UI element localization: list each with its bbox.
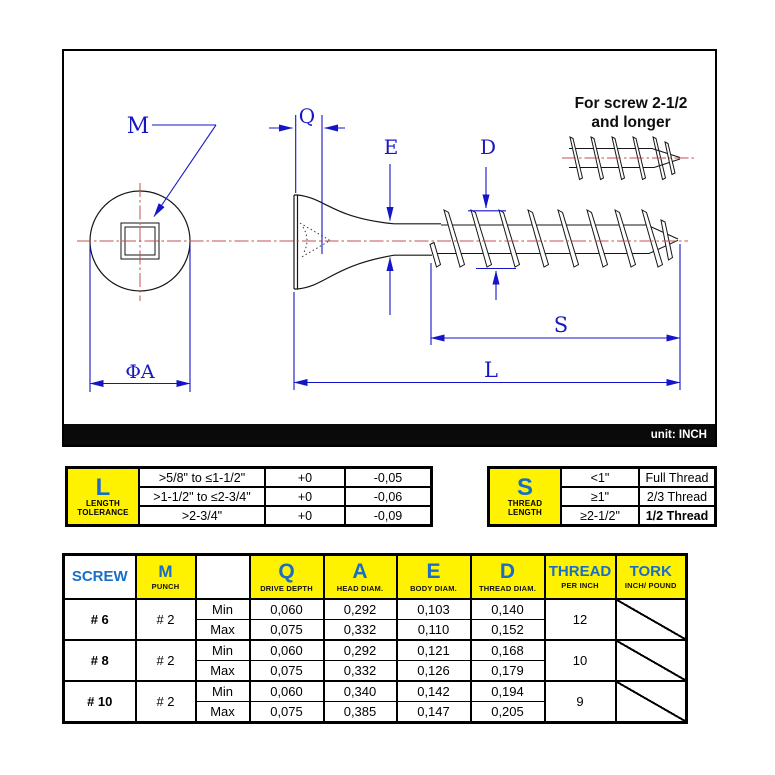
dim-label-l: L: [484, 358, 498, 382]
dim-label-s: S: [553, 313, 569, 337]
drive-depth-min: 0,060: [250, 640, 324, 661]
body-diam-max: 0,126: [397, 661, 471, 682]
header-sublabel: INCH/ POUND: [624, 580, 677, 590]
symbol-title-line1: THREAD: [507, 498, 543, 508]
note-line-1: For screw 2-1/2: [574, 95, 688, 112]
tork-cell: [616, 640, 687, 681]
plus-tolerance-cell: +0: [265, 468, 345, 488]
punch-cell: # 2: [136, 681, 196, 723]
thread-coverage-cell: 1/2 Thread: [639, 506, 716, 526]
dim-label-q: Q: [298, 104, 316, 128]
header-letter: THREAD: [548, 563, 612, 581]
screw-spec-table: [62, 553, 688, 724]
head-diam-max: 0,332: [324, 620, 397, 641]
tork-cell: [616, 681, 687, 723]
header-sublabel: HEAD DIAM.: [336, 584, 384, 594]
thread-per-inch-cell: 9: [545, 681, 616, 723]
table-row: [67, 468, 432, 488]
drive-depth-min: 0,060: [250, 599, 324, 620]
header-d-thread-diam: [471, 555, 545, 600]
table-row: [64, 599, 687, 620]
header-letter: A: [352, 559, 368, 583]
thread-coverage-cell: Full Thread: [639, 468, 716, 488]
header-letter: M: [158, 562, 173, 582]
body-diam-min: 0,103: [397, 599, 471, 620]
min-label: Min: [196, 599, 250, 620]
header-q-drive-depth: [250, 555, 324, 600]
body-diam-max: 0,147: [397, 702, 471, 723]
max-label: Max: [196, 620, 250, 641]
dim-label-m: M: [126, 114, 150, 139]
max-label: Max: [196, 702, 250, 723]
head-diam-max: 0,332: [324, 661, 397, 682]
plus-tolerance-cell: +0: [265, 506, 345, 526]
body-diam-min: 0,142: [397, 681, 471, 702]
head-diam-min: 0,292: [324, 640, 397, 661]
thread-diam-min: 0,168: [471, 640, 545, 661]
header-letter: SCREW: [71, 568, 128, 586]
header-letter: E: [426, 559, 441, 583]
header-sublabel: PER INCH: [561, 580, 599, 590]
screw-size-cell: # 10: [64, 681, 136, 723]
screw-size-cell: # 8: [64, 640, 136, 681]
header-a-head-diam: [324, 555, 397, 600]
header-empty: [196, 555, 250, 600]
head-diam-min: 0,340: [324, 681, 397, 702]
range-cell: ≥1": [561, 487, 639, 506]
range-cell: <1": [561, 468, 639, 488]
thread-diam-min: 0,194: [471, 681, 545, 702]
unit-label: unit: INCH: [650, 428, 707, 441]
min-label: Min: [196, 681, 250, 702]
head-diam-max: 0,385: [324, 702, 397, 723]
drive-depth-max: 0,075: [250, 702, 324, 723]
header-screw: [64, 555, 136, 600]
header-tork: [616, 555, 687, 600]
thread-per-inch-cell: 12: [545, 599, 616, 640]
min-label: Min: [196, 640, 250, 661]
range-cell: ≥2-1/2": [561, 506, 639, 526]
symbol-title-line1: LENGTH: [85, 498, 121, 508]
thread-per-inch-cell: 10: [545, 640, 616, 681]
thread-diam-min: 0,140: [471, 599, 545, 620]
header-sublabel: PUNCH: [151, 581, 180, 591]
symbol-s: S: [516, 473, 533, 501]
drive-depth-max: 0,075: [250, 620, 324, 641]
table-row: [489, 468, 716, 488]
note-line-2: and longer: [591, 114, 671, 131]
screw-drawing-svg: [64, 51, 715, 424]
dim-label-phi-a: ΦA: [125, 361, 155, 383]
header-row: [64, 555, 687, 600]
thread-diam-max: 0,205: [471, 702, 545, 723]
screw-side-view: [294, 195, 678, 289]
drive-depth-max: 0,075: [250, 661, 324, 682]
header-sublabel: BODY DIAM.: [410, 584, 457, 594]
thread-diam-max: 0,179: [471, 661, 545, 682]
header-letter: D: [499, 559, 516, 583]
punch-cell: # 2: [136, 640, 196, 681]
length-tolerance-symbol-cell: [67, 468, 140, 526]
length-tolerance-table: [65, 466, 433, 527]
range-cell: >1-1/2" to ≤2-3/4": [139, 487, 265, 506]
body-diam-max: 0,110: [397, 620, 471, 641]
thread-blades: [430, 210, 673, 267]
dim-label-e: E: [383, 135, 399, 159]
header-letter: TORK: [629, 563, 672, 581]
header-m-punch: [136, 555, 196, 600]
header-sublabel: THREAD DIAM.: [479, 584, 536, 594]
screw-size-cell: # 6: [64, 599, 136, 640]
header-e-body-diam: [397, 555, 471, 600]
symbol-l: L: [95, 473, 111, 501]
screw-drawing: [62, 49, 717, 447]
thread-length-symbol-cell: [489, 468, 562, 526]
range-cell: >2-3/4": [139, 506, 265, 526]
max-label: Max: [196, 661, 250, 682]
symbol-title-line2: TOLERANCE: [77, 507, 129, 517]
thread-length-table: [487, 466, 717, 527]
plus-tolerance-cell: +0: [265, 487, 345, 506]
unit-strip: [64, 424, 715, 445]
head-diam-min: 0,292: [324, 599, 397, 620]
dim-label-d: D: [479, 135, 497, 159]
header-sublabel: DRIVE DEPTH: [260, 584, 313, 594]
body-diam-min: 0,121: [397, 640, 471, 661]
minus-tolerance-cell: -0,05: [345, 468, 432, 488]
punch-cell: # 2: [136, 599, 196, 640]
centerlines: [77, 158, 696, 301]
table-row: [64, 681, 687, 702]
drive-depth-min: 0,060: [250, 681, 324, 702]
table-row: [64, 640, 687, 661]
header-letter: Q: [278, 559, 295, 583]
tork-cell: [616, 599, 687, 640]
thread-diam-max: 0,152: [471, 620, 545, 641]
header-thread-per-inch: [545, 555, 616, 600]
range-cell: >5/8" to ≤1-1/2": [139, 468, 265, 488]
minus-tolerance-cell: -0,06: [345, 487, 432, 506]
minus-tolerance-cell: -0,09: [345, 506, 432, 526]
symbol-title-line2: LENGTH: [507, 507, 543, 517]
thread-coverage-cell: 2/3 Thread: [639, 487, 716, 506]
